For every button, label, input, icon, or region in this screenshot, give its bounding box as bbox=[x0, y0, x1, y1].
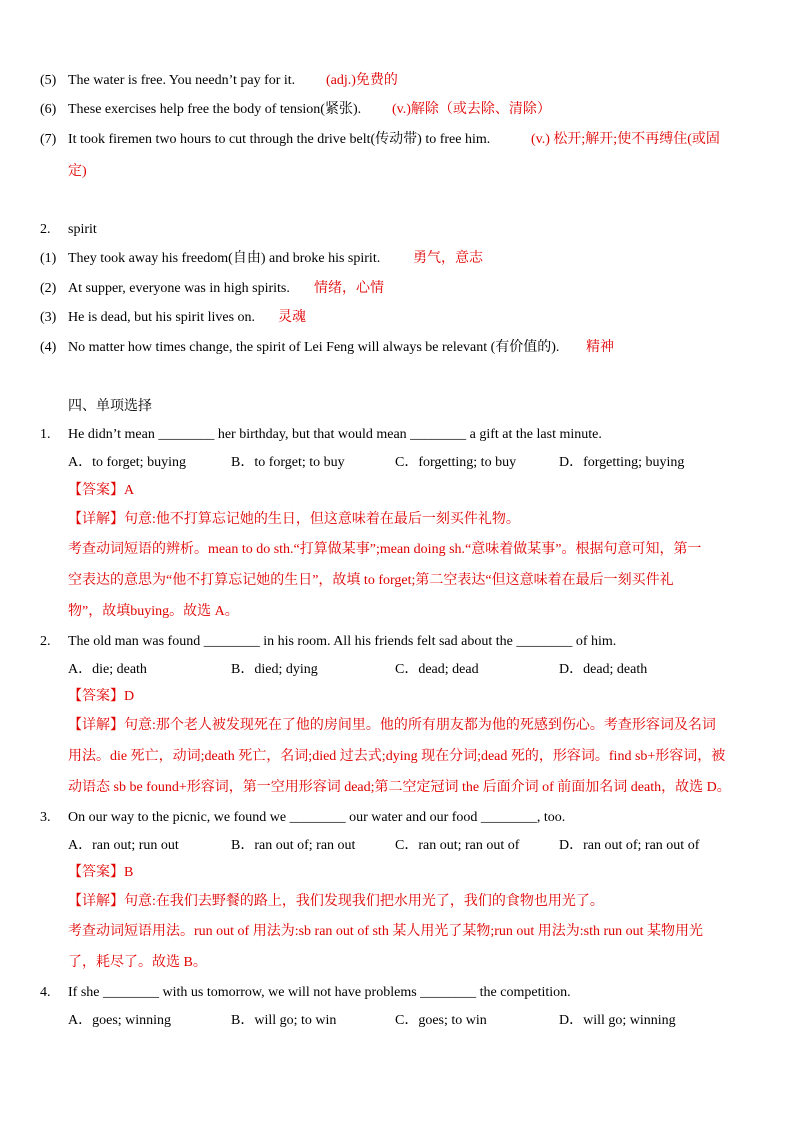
question-2-answer: 【答案】D bbox=[68, 689, 135, 704]
free-item-5 bbox=[40, 72, 56, 90]
question-3-num: 3. bbox=[40, 810, 51, 825]
question-1-option-b[interactable]: B．to forget; to buy bbox=[231, 455, 345, 470]
free-item-6-meaning: (v.)解除（或去除、清除） bbox=[392, 102, 551, 117]
spirit-item-2-meaning: 情绪，心情 bbox=[314, 281, 384, 296]
spirit-item-1-num: (1) bbox=[40, 251, 57, 266]
question-2-option-a[interactable]: A．die; death bbox=[68, 662, 147, 677]
free-item-7-meaning: (v.) 松开;解开;使不再缚住(或固 bbox=[531, 132, 720, 147]
spirit-heading-num: 2. bbox=[40, 222, 51, 237]
free-item-6-text: These exercises help free the body of tension(紧张). bbox=[68, 102, 362, 117]
question-3-detail-2: 考查动词短语用法。run out of 用法为:sb ran out of sth 某人用光了某物;run out 用法为:sth run out 某物用光 bbox=[68, 924, 704, 939]
question-1-num: 1. bbox=[40, 427, 51, 442]
question-3-option-c[interactable]: C．ran out; ran out of bbox=[395, 838, 520, 853]
free-item-6: (6) bbox=[40, 102, 57, 117]
question-2-detail-3: 动语态 sb be found+形容词，第一空用形容词 dead;第二空定冠词 the 后面介词 of 前面加名词 death，故选 D。 bbox=[68, 780, 731, 795]
question-1-detail-4: 物”，故填buying。故选 A。 bbox=[68, 604, 239, 619]
spirit-item-3-num: (3) bbox=[40, 310, 57, 325]
free-item-5-text: The water is free. You needn’t pay for it. bbox=[68, 73, 296, 88]
question-1-detail-3: 空表达的意思为“他不打算忘记她的生日”，故填 to forget;第二空表达“但这意味着在最后一刻买件礼 bbox=[68, 573, 674, 588]
free-item-7-text: It took firemen two hours to cut through the drive belt(传动带) to free him. bbox=[68, 132, 491, 147]
spirit-item-3-text: He is dead, but his spirit lives on. bbox=[68, 310, 256, 325]
free-item-7: (7) bbox=[40, 132, 57, 147]
question-4-stem: If she ________ with us tomorrow, we will not have problems ________ the competition. bbox=[68, 985, 571, 1000]
question-1-stem: He didn’t mean ________ her birthday, but that would mean ________ a gift at the last minute. bbox=[68, 427, 602, 442]
question-3-option-d[interactable]: D．ran out of; ran out of bbox=[559, 838, 700, 853]
question-3-option-b[interactable]: B．ran out of; ran out bbox=[231, 838, 356, 853]
spirit-item-1-text: They took away his freedom(自由) and broke his spirit. bbox=[68, 251, 381, 266]
question-4-option-d[interactable]: D．will go; winning bbox=[559, 1013, 676, 1028]
spirit-heading: spirit bbox=[68, 222, 97, 237]
spirit-item-3-meaning: 灵魂 bbox=[278, 310, 306, 325]
question-3-detail-1: 【详解】句意:在我们去野餐的路上，我们发现我们把水用光了，我们的食物也用光了。 bbox=[68, 894, 604, 909]
question-2-option-b[interactable]: B．died; dying bbox=[231, 662, 318, 677]
question-3-stem: On our way to the picnic, we found we ________ our water and our food ________, too. bbox=[68, 810, 566, 825]
question-4-num: 4. bbox=[40, 985, 51, 1000]
question-2-stem: The old man was found ________ in his room. All his friends felt sad about the ________ of him. bbox=[68, 634, 617, 649]
question-2-detail-1: 【详解】句意:那个老人被发现死在了他的房间里。他的所有朋友都为他的死感到伤心。考查形容词及名词 bbox=[68, 718, 716, 733]
question-1-detail-1: 【详解】句意:他不打算忘记她的生日，但这意味着在最后一刻买件礼物。 bbox=[68, 512, 520, 527]
question-2-option-d[interactable]: D．dead; death bbox=[559, 662, 648, 677]
free-item-5-meaning: (adj.)免费的 bbox=[326, 73, 398, 88]
question-3-detail-3: 了，耗尽了。故选 B。 bbox=[68, 955, 207, 970]
spirit-item-1-meaning: 勇气，意志 bbox=[413, 251, 483, 266]
spirit-item-4-text: No matter how times change, the spirit of Lei Feng will always be relevant (有价值的). bbox=[68, 340, 560, 355]
question-2-num: 2. bbox=[40, 634, 51, 649]
question-1-option-d[interactable]: D．forgetting; buying bbox=[559, 455, 685, 470]
question-4-option-a[interactable]: A．goes; winning bbox=[68, 1013, 172, 1028]
question-2-option-c[interactable]: C．dead; dead bbox=[395, 662, 479, 677]
question-3-option-a[interactable]: A．ran out; run out bbox=[68, 838, 179, 853]
question-1-answer: 【答案】A bbox=[68, 483, 135, 498]
question-4-option-c[interactable]: C．goes; to win bbox=[395, 1013, 487, 1028]
spirit-item-4-meaning: 精神 bbox=[586, 340, 614, 355]
question-1-option-c[interactable]: C．forgetting; to buy bbox=[395, 455, 517, 470]
question-1-detail-2: 考查动词短语的辨析。mean to do sth.“打算做某事”;mean doing sh.“意味着做某事”。根据句意可知，第一 bbox=[68, 542, 702, 557]
section-title: 四、单项选择 bbox=[68, 399, 152, 414]
spirit-item-2-num: (2) bbox=[40, 281, 57, 296]
spirit-item-2-text: At supper, everyone was in high spirits. bbox=[68, 281, 290, 296]
question-1-option-a[interactable]: A．to forget; buying bbox=[68, 455, 186, 470]
spirit-item-4-num: (4) bbox=[40, 340, 57, 355]
question-4-option-b[interactable]: B．will go; to win bbox=[231, 1013, 337, 1028]
question-2-detail-2: 用法。die 死亡，动词;death 死亡，名词;died 过去式;dying 现在分词;dead 死的，形容词。find sb+形容词，被 bbox=[68, 749, 726, 764]
free-item-7-meaning-cont: 定) bbox=[68, 164, 87, 179]
item-number: (5) bbox=[40, 73, 57, 88]
question-3-answer: 【答案】B bbox=[68, 865, 134, 880]
